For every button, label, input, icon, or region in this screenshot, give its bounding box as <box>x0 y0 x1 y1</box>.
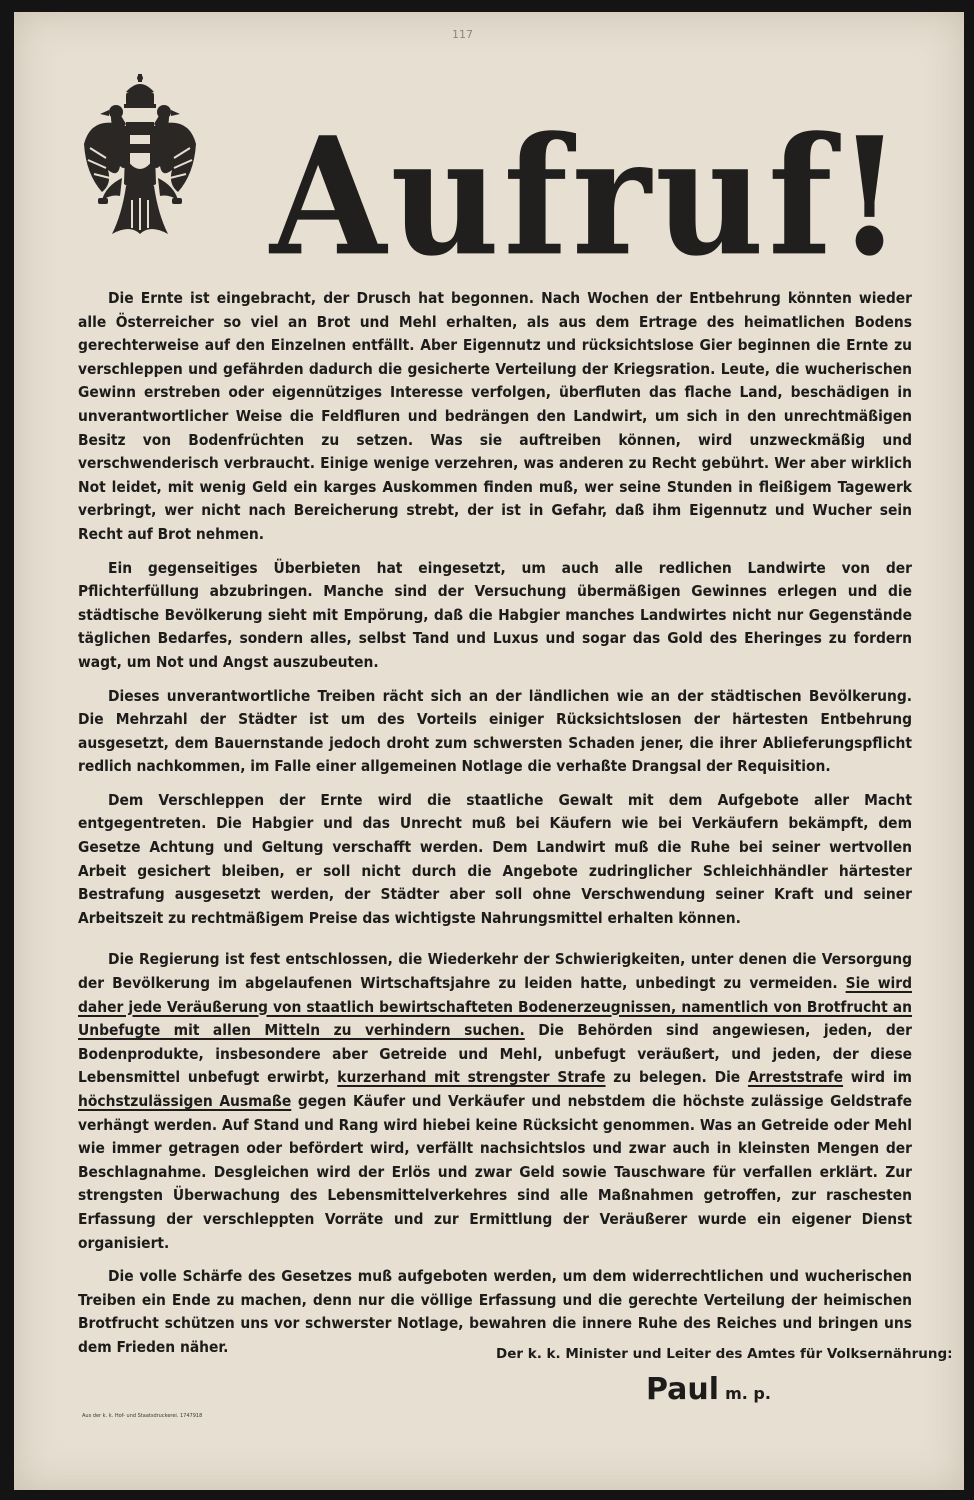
paragraph-1: Die Ernte ist eingebracht, der Drusch hat begonnen. Nach Wochen der Entbehrung könnten wieder alle Österreicher so viel an Brot und Mehl erhalten, als aus dem Ertrage des heimatlichen Bodens gerechterweise auf den Einzelnen entfällt. Aber Eigennutz und rücksichtslose Gier beginnen die Ernte zu verschleppen und gefährden dadurch die gesicherte Verteilung der Kriegsration. Leute, die wucherischen Gewinn erstreben oder eigennütziges Interesse verfolgen, überfluten das flache Land, beschädigen in unverantwortlicher Weise die Feldfluren und bedrängen den Landwirt, um sich in den unrechtmäßigen Besitz von Bodenfrüchten zu setzen. Was sie auftreiben können, wird unzweckmäßig und verschwenderisch verbraucht. Einige wenige verzehren, was anderen zu Recht gebührt. Wer aber wirklich Not leidet, mit wenig Geld ein karges Auskommen finden muß, wer seine Stunden in fleißigem Tagewerk verbringt, wer nicht nach Bereicherung strebt, der ist in Gefahr, daß ihm Eigennutz und Wucher sein Recht auf Brot nehmen. <box>78 289 912 543</box>
paragraph-5-part-c: zu belegen. Die <box>605 1068 748 1087</box>
paragraph-5-part-b: Die Behörden sind angewiesen, jeden, der Bodenprodukte, insbesondere aber Getreide und Mehl, unbefugt veräußert, und jeden, der diese Lebensmittel unbefugt erwirbt, <box>78 1021 912 1087</box>
paragraph-5-underline-4: höchstzulässigen Ausmaße <box>78 1092 292 1110</box>
paragraph-5-underline-2: kurzerhand mit strengster Strafe <box>337 1068 606 1087</box>
printer-imprint: Aus der k. k. Hof- und Staatsdruckerei. 1747918 <box>82 1413 203 1419</box>
signer-title: Der k. k. Minister und Leiter des Amtes für Volksernährung: <box>496 1346 953 1362</box>
signer-suffix: m. p. <box>725 1384 771 1403</box>
paragraph-5-part-d: wird im <box>843 1068 912 1087</box>
paragraph-4: Dem Verschleppen der Ernte wird die staatliche Gewalt mit dem Aufgebote aller Macht entgegentreten. Die Habgier und das Unrecht muß bei Käufern wie bei Verkäufern bekämpft, dem Gesetze Achtung und Geltung verschafft werden. Dem Landwirt muß die Ruhe bei seiner wertvollen Arbeit gesichert bleiben, er soll nicht durch die Angebote zudringlicher Schleichhändler härtester Bestrafung ausgesetzt werden, der Städter aber soll ohne Verschwendung seiner Kraft und seiner Arbeitszeit zu rechtmäßigem Preise das wichtigste Nahrungsmittel erhalten können. <box>78 790 912 927</box>
paragraph-5-underline-3: Arreststrafe <box>747 1068 844 1087</box>
paragraph-5-part-a: Die Regierung ist fest entschlossen, die Wiederkehr der Schwierigkeiten, unter denen die Versorgung der Bevölkerung im abgelaufenen Wirtschaftsjahre zu leiden hatte, unbedingt zu vermeiden. <box>78 950 912 993</box>
paragraph-3: Dieses unverantwortliche Treiben rächt sich an der ländlichen wie an der städtischen Bevölkerung. Die Mehrzahl der Städter ist um des Vorteils einiger Rücksichtslosen der härtesten Entbehrung ausgesetzt, dem Bauernstande jedoch droht zum schwersten Schaden jener, die ihrer Ablieferungspflicht redlich nachkommen, im Falle einer allgemeinen Notlage die verhaßte Drangsal der Requisition. <box>78 686 912 776</box>
paragraph-2: Ein gegenseitiges Überbieten hat eingesetzt, um auch alle redlichen Landwirte von der Pflichterfüllung abzubringen. Manche sind der Versuchung übermäßigen Gewinnes erlegen und die städtische Bevölkerung sieht mit Empörung, daß die Habgier manches Landwirtes nicht nur Gegenstände täglichen Bedarfes, sondern alles, selbst Tand und Luxus und sogar das Gold des Eheringes zu fordern wagt, um Not und Angst auszubeuten. <box>78 558 912 671</box>
paragraph-5-part-e: gegen Käufer und Verkäufer und nebstdem die höchste zulässige Geldstrafe verhängt werden. Auf Stand und Rang wird hiebei keine Rücksicht genommen. Was an Getreide oder Mehl wie immer getragen oder befördert wird, verfällt nachsichtslos und zwar auch in kleinsten Mengen der Beschlagnahme. Desgleichen wird der Erlös und zwar Geld sowie Tauschware für verfallen erklärt. Zur strengsten Überwachung des Lebensmittelverkehres sind alle Maßnahmen getroffen, zur raschesten Erfassung der verschleppten Vorräte und zur Ermittlung der Veräußerer wurde ein eigener Dienst organisiert. <box>78 1092 912 1252</box>
signer-name: Paul <box>646 1372 720 1407</box>
poster-body <box>78 287 912 1370</box>
coat-of-arms-eagle-icon <box>82 74 198 240</box>
signature-block <box>646 1372 771 1407</box>
poster-title: Aufruf! <box>270 102 907 293</box>
paragraph-5 <box>78 948 912 1255</box>
paragraph-6: Die volle Schärfe des Gesetzes muß aufgeboten werden, um dem widerrechtlichen und wucherischen Treiben ein Ende zu machen, denn nur die völlige Erfassung und die gerechte Verteilung der heimischen Brotfrucht schützen uns vor schwerster Notlage, bewahren die innere Ruhe des Reiches und bringen uns dem Frieden näher. <box>78 1267 912 1356</box>
paragraph-5-underline-1: Sie wird daher jede Veräußerung von staatlich bewirtschafteten Bodenerzeugnissen, namentlich von Brotfrucht an Unbefugte mit allen Mitteln zu verhindern suchen. <box>78 974 913 1040</box>
pencil-note: 117 <box>452 28 473 41</box>
